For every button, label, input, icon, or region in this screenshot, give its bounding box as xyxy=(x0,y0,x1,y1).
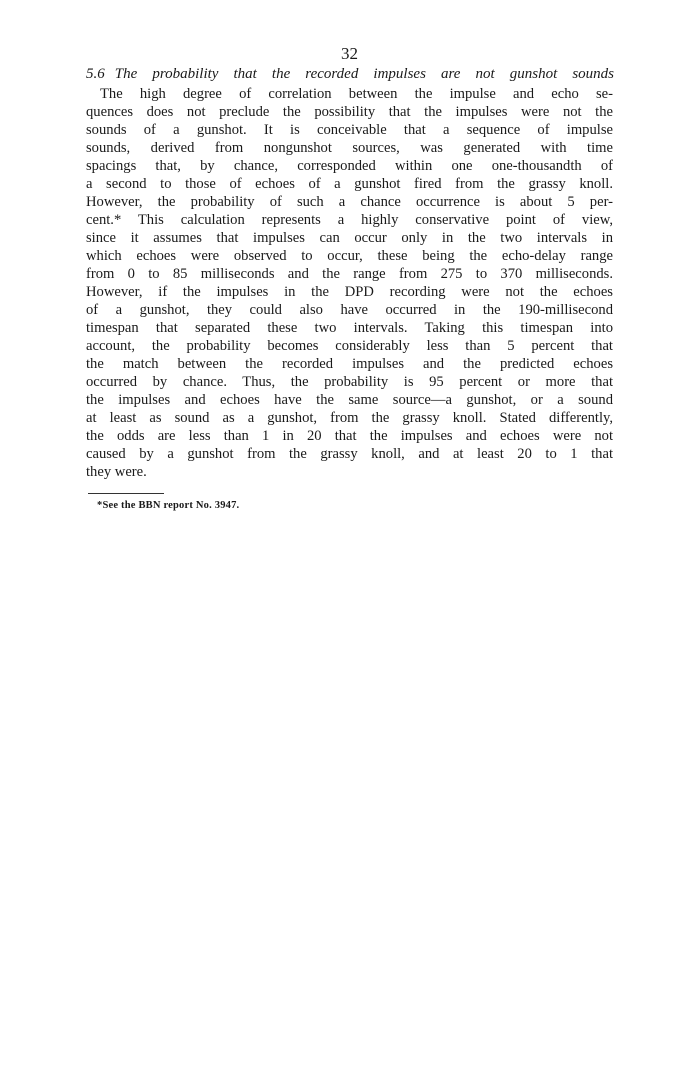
text-line: sounds, derived from nongunshot sources, was generated with time xyxy=(86,140,613,156)
text-line: timespan that separated these two intervals. Taking this timespan into xyxy=(86,320,613,336)
text-line: which echoes were observed to occur, these being the echo-delay range xyxy=(86,248,613,264)
text-line: quences does not preclude the possibility that the impulses were not the xyxy=(86,104,613,120)
text-line: account, the probability becomes considerably less than 5 percent that xyxy=(86,338,613,354)
text-line: spacings that, by chance, corresponded within one one-thousandth of xyxy=(86,158,613,174)
text-line: sounds of a gunshot. It is conceivable that a sequence of impulse xyxy=(86,122,613,138)
body-paragraph xyxy=(86,85,613,481)
text-line: occurred by chance. Thus, the probability is 95 percent or more that xyxy=(86,374,613,390)
text-line: However, the probability of such a chance occurrence is about 5 per- xyxy=(86,194,613,210)
text-line: at least as sound as a gunshot, from the grassy knoll. Stated differently, xyxy=(86,410,613,426)
text-line: The high degree of correlation between the impulse and echo se- xyxy=(100,86,613,102)
text-line: since it assumes that impulses can occur only in the two intervals in xyxy=(86,230,613,246)
text-line: of a gunshot, they could also have occurred in the 190-millisecond xyxy=(86,302,613,318)
text-line: the odds are less than 1 in 20 that the impulses and echoes were not xyxy=(86,428,613,444)
text-line: caused by a gunshot from the grassy knoll, and at least 20 to 1 that xyxy=(86,446,613,462)
text-line: they were. xyxy=(86,464,147,480)
text-line: a second to those of echoes of a gunshot fired from the grassy knoll. xyxy=(86,176,613,192)
section-number: 5.6 xyxy=(86,66,105,82)
text-line: the impulses and echoes have the same source—a gunshot, or a sound xyxy=(86,392,613,408)
text-line: However, if the impulses in the DPD recording were not the echoes xyxy=(86,284,613,300)
text-line: the match between the recorded impulses and the predicted echoes xyxy=(86,356,613,372)
page-number: 32 xyxy=(341,44,358,63)
section-heading xyxy=(86,66,614,83)
footnote: *See the BBN report No. 3947. xyxy=(97,500,240,511)
footnote-divider xyxy=(88,493,164,494)
text-line: cent.* This calculation represents a highly conservative point of view, xyxy=(86,212,613,228)
text-line: from 0 to 85 milliseconds and the range from 275 to 370 milliseconds. xyxy=(86,266,613,282)
section-title: The probability that the recorded impulses are not gunshot sounds xyxy=(114,66,614,82)
